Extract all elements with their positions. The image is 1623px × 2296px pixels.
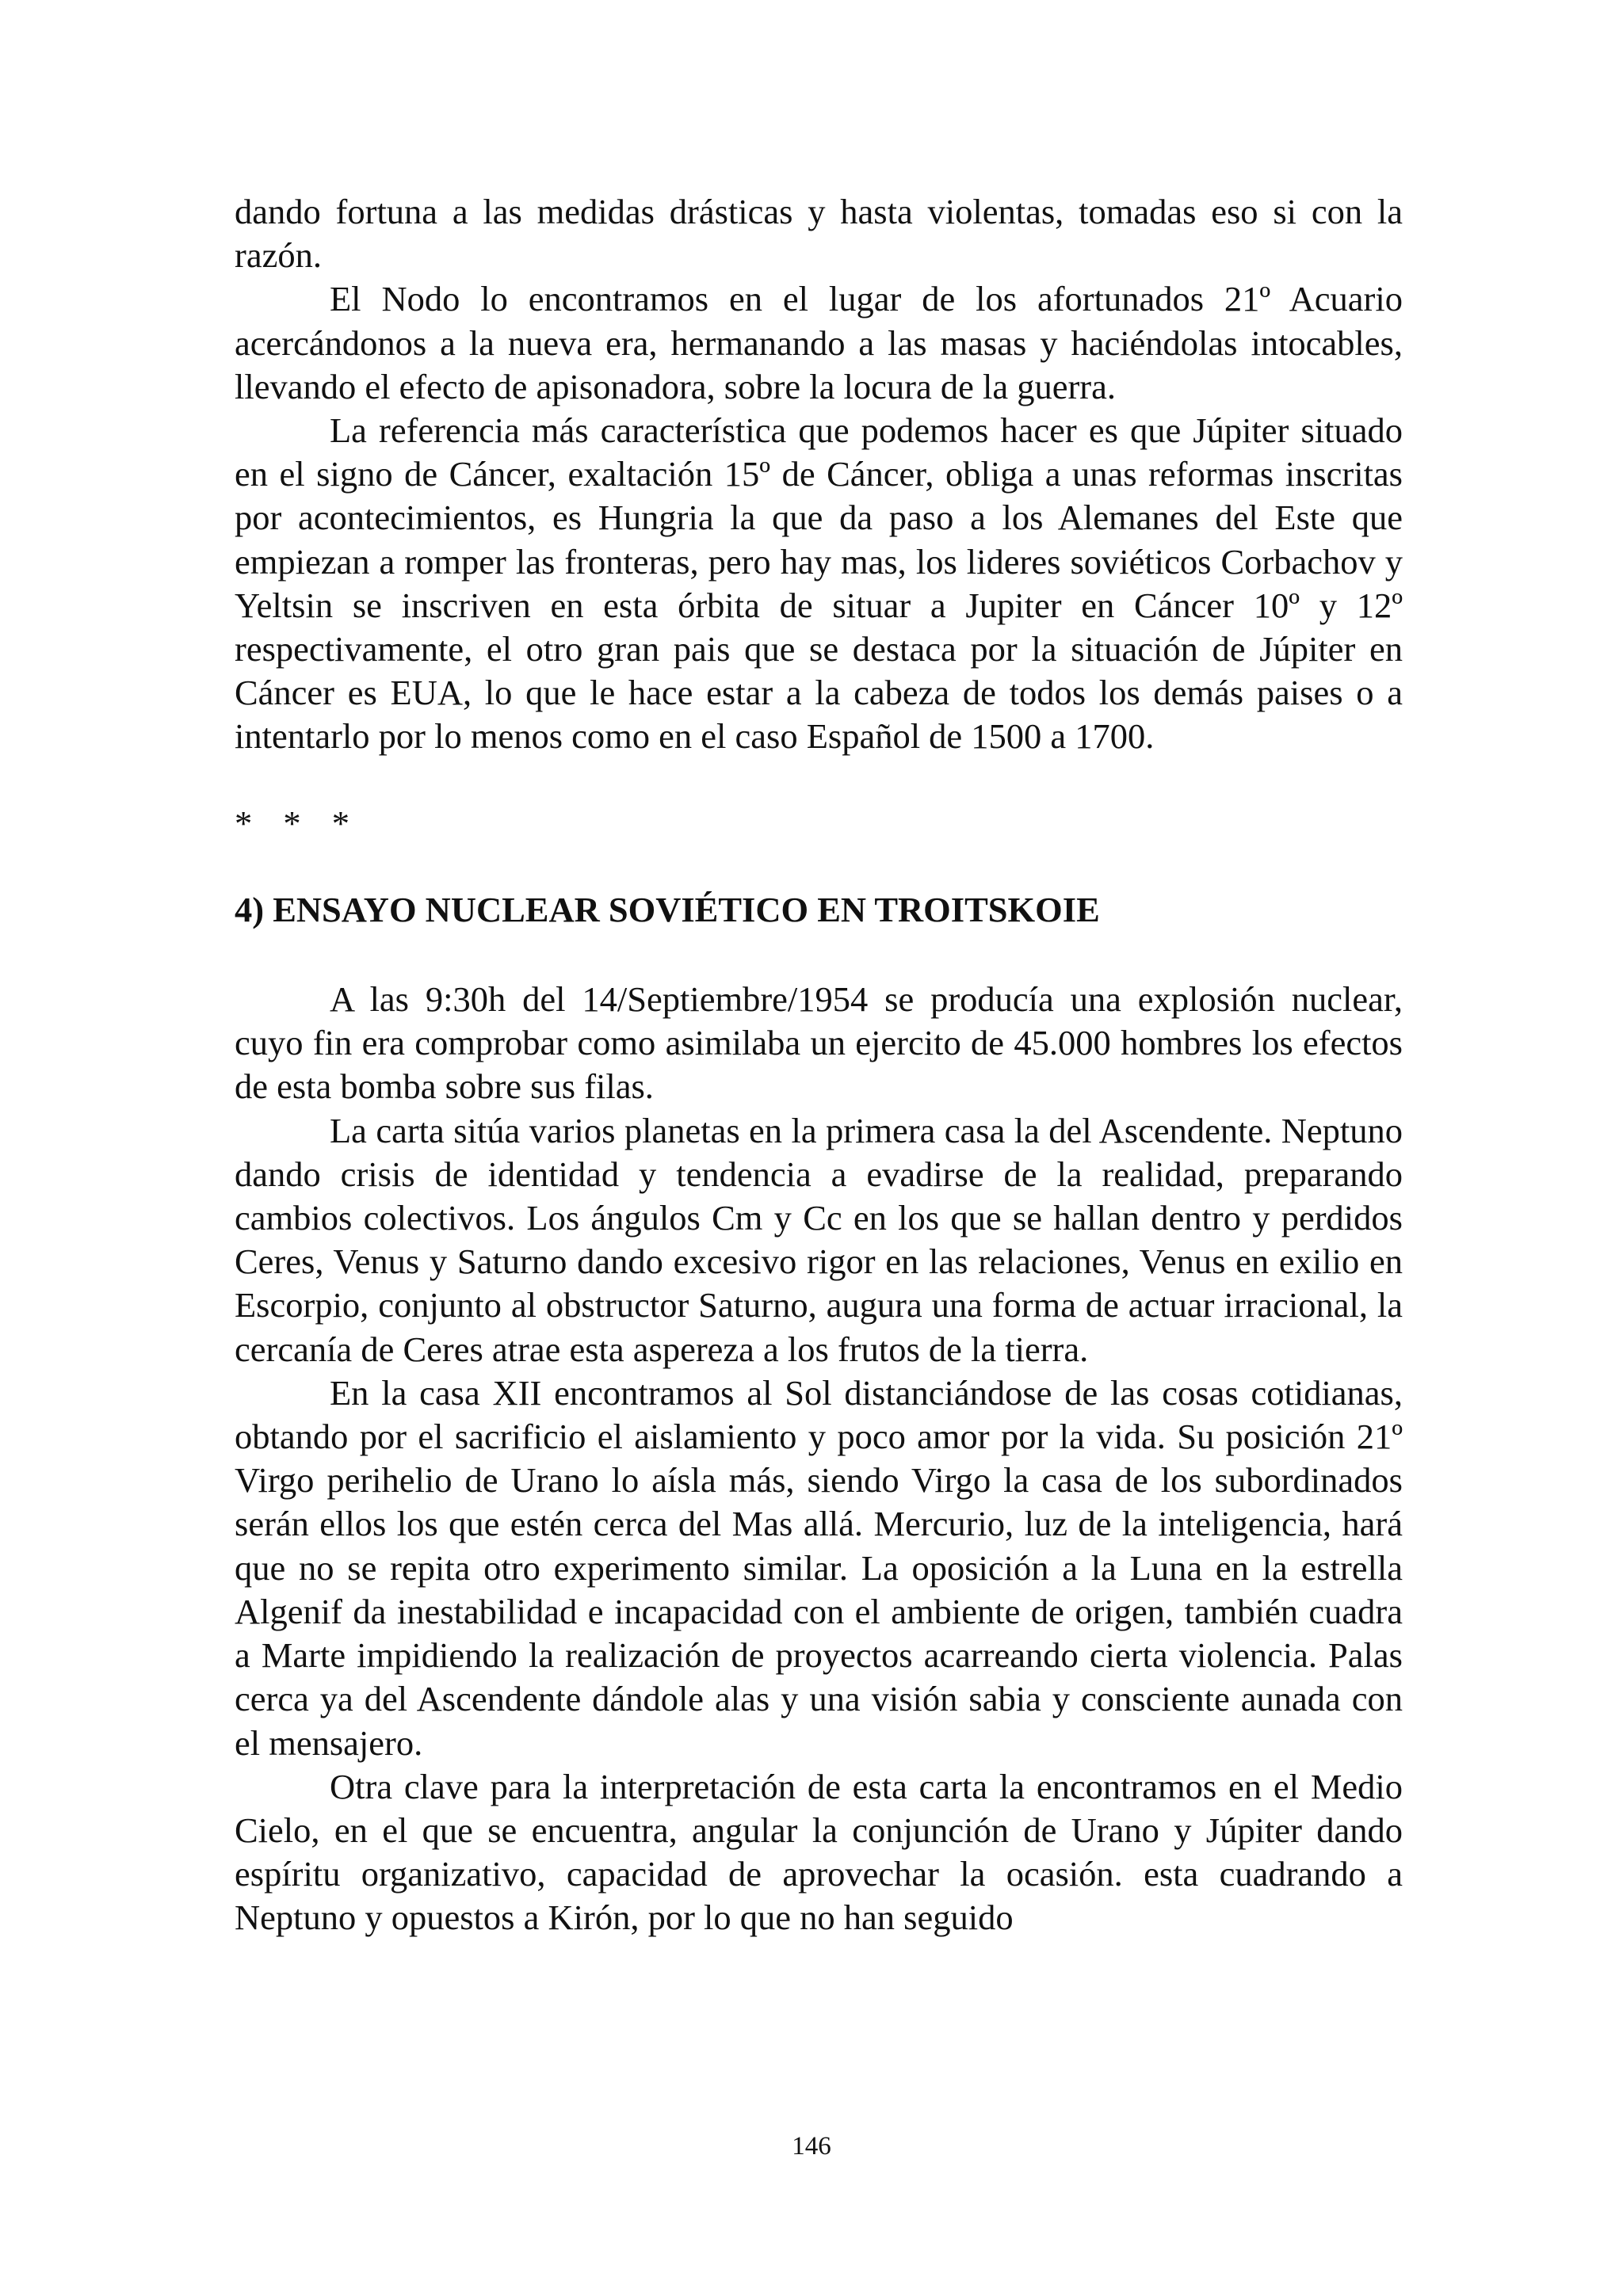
paragraph-ascendente: La carta sitúa varios planetas en la primera casa la del Ascendente. Neptuno dando crisis de identidad y tendencia a evadirse de la realidad, preparando cambios colectivos. Los ángulos Cm y Cc en los que se hallan dentro y perdidos Ceres, Venus y Saturno dando excesivo rigor en las relaciones, Venus en exilio en Escorpio, conjunto al obstructor Saturno, augura una forma de actuar irracional, la cercanía de Ceres atrae esta aspereza a los frutos de la tierra. [235, 1110, 1403, 1369]
paragraph-explosion: A las 9:30h del 14/Septiembre/1954 se producía una explosión nuclear, cuyo fin era comprobar como asimilaba un ejercito de 45.000 hombres los efectos de esta bomba sobre sus filas. [235, 979, 1403, 1107]
document-page [235, 190, 1403, 1940]
paragraph-medio-cielo: Otra clave para la interpretación de esta carta la encontramos en el Medio Cielo, en el que se encuentra, angular la conjunción de Urano y Júpiter dando espíritu organizativo, capacidad de aprovechar la ocasión. esta cuadrando a Neptuno y opuestos a Kirón, por lo que no han seguido [235, 1766, 1403, 1938]
section-separator: * * * [235, 803, 361, 843]
page-number: 146 [792, 2132, 831, 2161]
paragraph-jupiter: La referencia más característica que podemos hacer es que Júpiter situado en el signo de Cáncer, exaltación 15º de Cáncer, obliga a unas reformas inscritas por acontecimientos, es Hungria la que da paso a los Alemanes del Este que empiezan a romper las fronteras, pero hay mas, los lideres soviéticos Corbachov y Yeltsin se inscriven en esta órbita de situar a Jupiter en Cáncer 10º y 12º respectivamente, el otro gran pais que se destaca por la situación de Júpiter en Cáncer es EUA, lo que le hace estar a la cabeza de todos los demás paises o a intentarlo por lo menos como en el caso Español de 1500 a 1700. [235, 410, 1403, 757]
paragraph-continuation: dando fortuna a las medidas drásticas y hasta violentas, tomadas eso si con la razón. [235, 192, 1403, 276]
paragraph-casa-xii: En la casa XII encontramos al Sol distanciándose de las cosas cotidianas, obtando por el sacrificio el aislamiento y poco amor por la vida. Su posición 21º Virgo perihelio de Urano lo aísla más, siendo Virgo la casa de los subordinados serán ellos los que estén cerca del Mas allá. Mercurio, luz de la inteligencia, hará que no se repita otro experimento similar. La oposición a la Luna en la estrella Algenif da inestabilidad e incapacidad con el ambiente de origen, también cuadra a Marte impidiendo la realización de proyectos acarreando cierta violencia. Palas cerca ya del Ascendente dándole alas y una visión sabia y consciente aunada con el mensajero. [235, 1372, 1403, 1763]
section-body [235, 978, 1403, 1939]
section-heading: 4) ENSAYO NUCLEAR SOVIÉTICO EN TROITSKOIE [235, 889, 1100, 929]
paragraph-nodo: El Nodo lo encontramos en el lugar de los afortunados 21º Acuario acercándonos a la nueva era, hermanando a las masas y haciéndolas intocables, llevando el efecto de apisonadora, sobre la locura de la guerra. [235, 279, 1403, 406]
